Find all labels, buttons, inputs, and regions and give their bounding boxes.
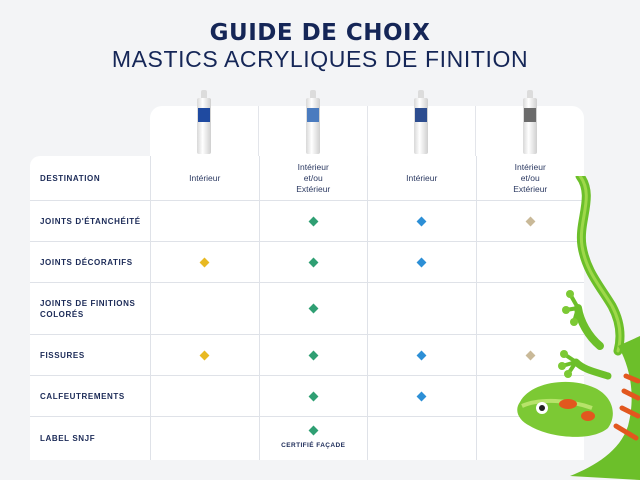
table-row xyxy=(30,375,584,416)
table-cell xyxy=(476,417,585,460)
product-header xyxy=(150,106,584,156)
table-row xyxy=(30,241,584,282)
table-cell xyxy=(476,201,585,241)
diamond-marker-icon xyxy=(308,257,318,267)
product-column-1 xyxy=(150,106,258,156)
table-cell xyxy=(367,335,476,375)
page-title: GUIDE DE CHOIX xyxy=(209,20,431,46)
sealant-tube-icon xyxy=(414,90,428,154)
destination-cell xyxy=(367,156,476,200)
page-subtitle: MASTICS ACRYLIQUES DE FINITION xyxy=(111,46,529,72)
sealant-tube-icon xyxy=(197,90,211,154)
diamond-marker-icon xyxy=(308,216,318,226)
row-label: JOINTS DE FINITIONS COLORÉS xyxy=(40,298,136,319)
table-cell xyxy=(150,335,259,375)
destination-text: Intérieur xyxy=(189,172,221,183)
row-label: JOINTS D'ÉTANCHÉITÉ xyxy=(40,216,141,226)
diamond-marker-icon xyxy=(525,216,535,226)
table-cell xyxy=(259,376,368,416)
table-cell xyxy=(367,242,476,282)
diamond-marker-icon xyxy=(417,257,427,267)
certification-note: CERTIFIÉ FAÇADE xyxy=(281,441,346,449)
table-cell xyxy=(476,376,585,416)
product-column-3 xyxy=(367,106,476,156)
table-row xyxy=(30,416,584,460)
diamond-marker-icon xyxy=(200,350,210,360)
product-column-2 xyxy=(258,106,367,156)
diamond-marker-icon xyxy=(308,304,318,314)
destination-cell xyxy=(150,156,259,200)
diamond-marker-icon xyxy=(308,425,318,435)
table-cell xyxy=(367,283,476,334)
table-cell xyxy=(367,376,476,416)
table-cell xyxy=(150,242,259,282)
comparison-table xyxy=(30,156,584,460)
diamond-marker-icon xyxy=(308,350,318,360)
row-label: FISSURES xyxy=(40,350,85,360)
destination-text: Intérieur et/ou Extérieur xyxy=(513,161,548,194)
destination-text: Intérieur et/ou Extérieur xyxy=(296,161,331,194)
table-cell xyxy=(259,417,368,460)
table-cell xyxy=(367,201,476,241)
table-cell xyxy=(150,376,259,416)
table-cell xyxy=(476,335,585,375)
diamond-marker-icon xyxy=(525,350,535,360)
diamond-marker-icon xyxy=(417,216,427,226)
table-cell xyxy=(259,201,368,241)
table-row xyxy=(30,282,584,334)
table-cell xyxy=(259,242,368,282)
sealant-tube-icon xyxy=(523,90,537,154)
table-cell xyxy=(150,283,259,334)
diamond-marker-icon xyxy=(200,257,210,267)
destination-cell xyxy=(259,156,368,200)
table-row xyxy=(30,334,584,375)
table-cell xyxy=(476,242,585,282)
destination-cell xyxy=(476,156,585,200)
table-row-destination xyxy=(30,156,584,200)
product-column-4 xyxy=(475,106,584,156)
table-cell xyxy=(259,335,368,375)
diamond-marker-icon xyxy=(417,350,427,360)
row-label: DESTINATION xyxy=(40,173,101,183)
table-row xyxy=(30,200,584,241)
row-label: LABEL SNJF xyxy=(40,434,96,443)
destination-text: Intérieur xyxy=(406,172,438,183)
sealant-tube-icon xyxy=(306,90,320,154)
table-cell xyxy=(150,417,259,460)
diamond-marker-icon xyxy=(417,391,427,401)
table-cell xyxy=(367,417,476,460)
row-label: JOINTS DÉCORATIFS xyxy=(40,257,133,267)
table-cell xyxy=(476,283,585,334)
diamond-marker-icon xyxy=(308,391,318,401)
row-label: CALFEUTREMENTS xyxy=(40,391,125,401)
table-cell xyxy=(150,201,259,241)
table-cell xyxy=(259,283,368,334)
